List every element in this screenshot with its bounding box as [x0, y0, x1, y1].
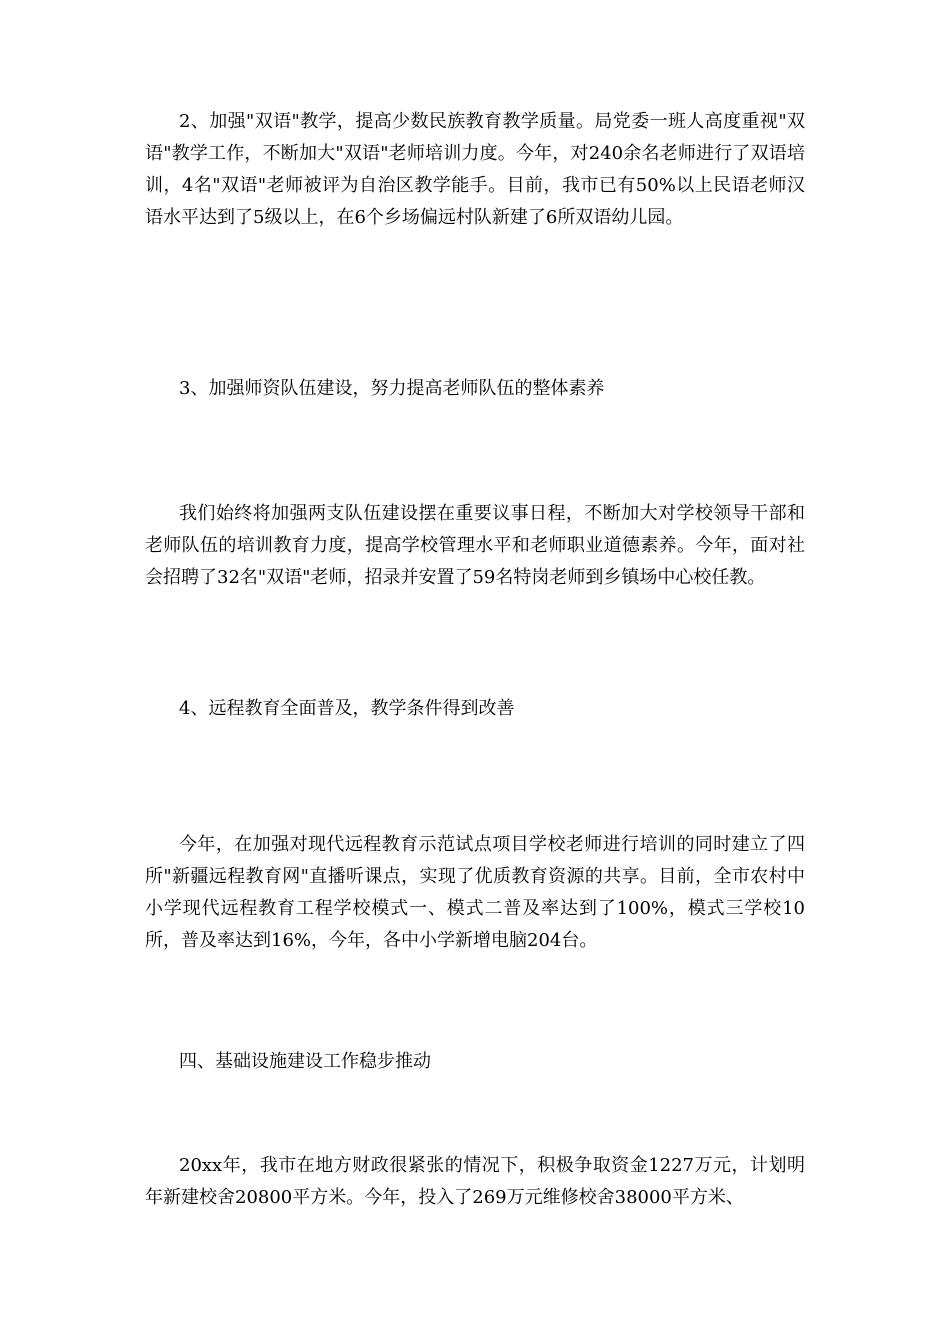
paragraph-infrastructure: 20xx年，我市在地方财政很紧张的情况下，积极争取资金1227万元，计划明年新建校舍20800平方米。今年，投入了269万元维修校舍38000平方米、: [145, 1155, 805, 1208]
paragraph-remote-education: 今年，在加强对现代远程教育示范试点项目学校老师进行培训的同时建立了四所"新疆远程教育网"直播听课点，实现了优质教育资源的共享。目前，全市农村中小学现代远程教育工程学校模式一、模式二普及率达到了100%，模式三学校10所，普及率达到16%，今年，各中小学新增电脑204台。: [145, 834, 805, 951]
heading-infrastructure: 四、基础设施建设工作稳步推动: [179, 1051, 431, 1072]
paragraph-bilingual-teaching: 2、加强"双语"教学，提高少数民族教育教学质量。局党委一班人高度重视"双语"教学工作，不断加大"双语"老师培训力度。今年，对240余名老师进行了双语培训，4名"双语"老师被评为自治区教学能手。目前，我市已有50%以上民语老师汉语水平达到了5级以上，在6个乡场偏远村队新建了6所双语幼儿园。: [145, 111, 805, 228]
paragraph-teacher-team: 我们始终将加强两支队伍建设摆在重要议事日程，不断加大对学校领导干部和老师队伍的培训教育力度，提高学校管理水平和老师职业道德素养。今年，面对社会招聘了32名"双语"老师，招录并安置了59名特岗老师到乡镇场中心校任教。: [145, 503, 805, 588]
heading-teacher-team: 3、加强师资队伍建设，努力提高老师队伍的整体素养: [179, 378, 605, 399]
heading-remote-education: 4、远程教育全面普及，教学条件得到改善: [179, 698, 515, 719]
